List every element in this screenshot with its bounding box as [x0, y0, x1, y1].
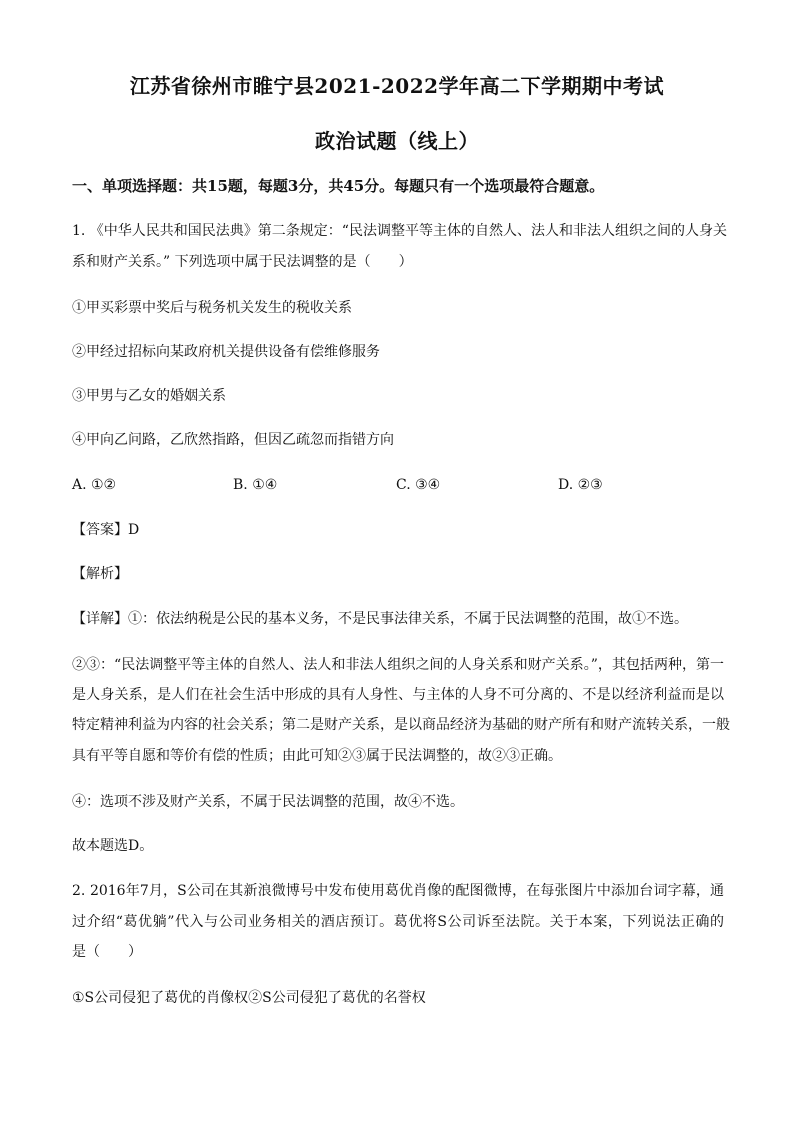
- q1-conclusion: 故本题选D。: [72, 838, 154, 854]
- q1-stem-line-1: 1. 《中华人民共和国民法典》第二条规定：“民法调整平等主体的自然人、法人和非法人组织之间的人身关: [72, 223, 727, 239]
- q1-item-3: ③甲男与乙女的婚姻关系: [72, 388, 226, 404]
- exam-title: 江苏省徐州市睢宁县2021-2022学年高二下学期期中考试: [129, 74, 665, 98]
- q1-option-b: B. ①④: [233, 477, 278, 493]
- q2-stem-line-2: 过介绍“葛优躺”代入与公司业务相关的酒店预订。葛优将S公司诉至法院。关于本案，下列说法正确的: [72, 914, 724, 930]
- exam-subtitle: 政治试题（线上）: [315, 129, 479, 153]
- q1-answer: 【答案】D: [72, 522, 140, 538]
- q1-detail-line-3: 是人身关系，是人们在社会生活中形成的具有人身性、与主体的人身不可分离的、不是以经济利益而是以: [72, 687, 724, 703]
- q1-detail-line-6: ④：选项不涉及财产关系，不属于民法调整的范围，故④不选。: [72, 794, 464, 810]
- q1-detail-line-2: ②③：“民法调整平等主体的自然人、法人和非法人组织之间的人身关系和财产关系。”，其包括两种，第一: [72, 657, 724, 673]
- q2-item-line-1: ①S公司侵犯了葛优的肖像权②S公司侵犯了葛优的名誉权: [72, 990, 426, 1006]
- q1-option-d: D. ②③: [558, 477, 603, 493]
- q1-item-4: ④甲向乙问路，乙欣然指路，但因乙疏忽而指错方向: [72, 432, 394, 448]
- q2-stem-line-3: 是（ ）: [72, 944, 142, 960]
- q1-item-2: ②甲经过招标向某政府机关提供设备有偿维修服务: [72, 344, 380, 360]
- q1-detail-line-4: 特定精神利益为内容的社会关系；第二是财产关系，是以商品经济为基础的财产所有和财产流转关系，一般: [72, 717, 730, 733]
- q1-option-a: A. ①②: [72, 477, 117, 493]
- section-heading: 一、单项选择题：共15题，每题3分，共45分。每题只有一个选项最符合题意。: [72, 177, 605, 195]
- q1-item-1: ①甲买彩票中奖后与税务机关发生的税收关系: [72, 300, 352, 316]
- q1-detail-line-5: 具有平等自愿和等价有偿的性质；由此可知②③属于民法调整的，故②③正确。: [72, 748, 562, 764]
- q2-stem-line-1: 2. 2016年7月，S公司在其新浪微博号中发布使用葛优肖像的配图微博，在每张图片中添加台词字幕，通: [72, 883, 724, 899]
- q1-stem-line-2: 系和财产关系。” 下列选项中属于民法调整的是（ ）: [72, 254, 413, 270]
- q1-option-c: C. ③④: [396, 477, 441, 493]
- q1-analysis-label: 【解析】: [72, 566, 128, 582]
- q1-detail-line-1: 【详解】①：依法纳税是公民的基本义务，不是民事法律关系，不属于民法调整的范围，故①不选。: [72, 611, 688, 627]
